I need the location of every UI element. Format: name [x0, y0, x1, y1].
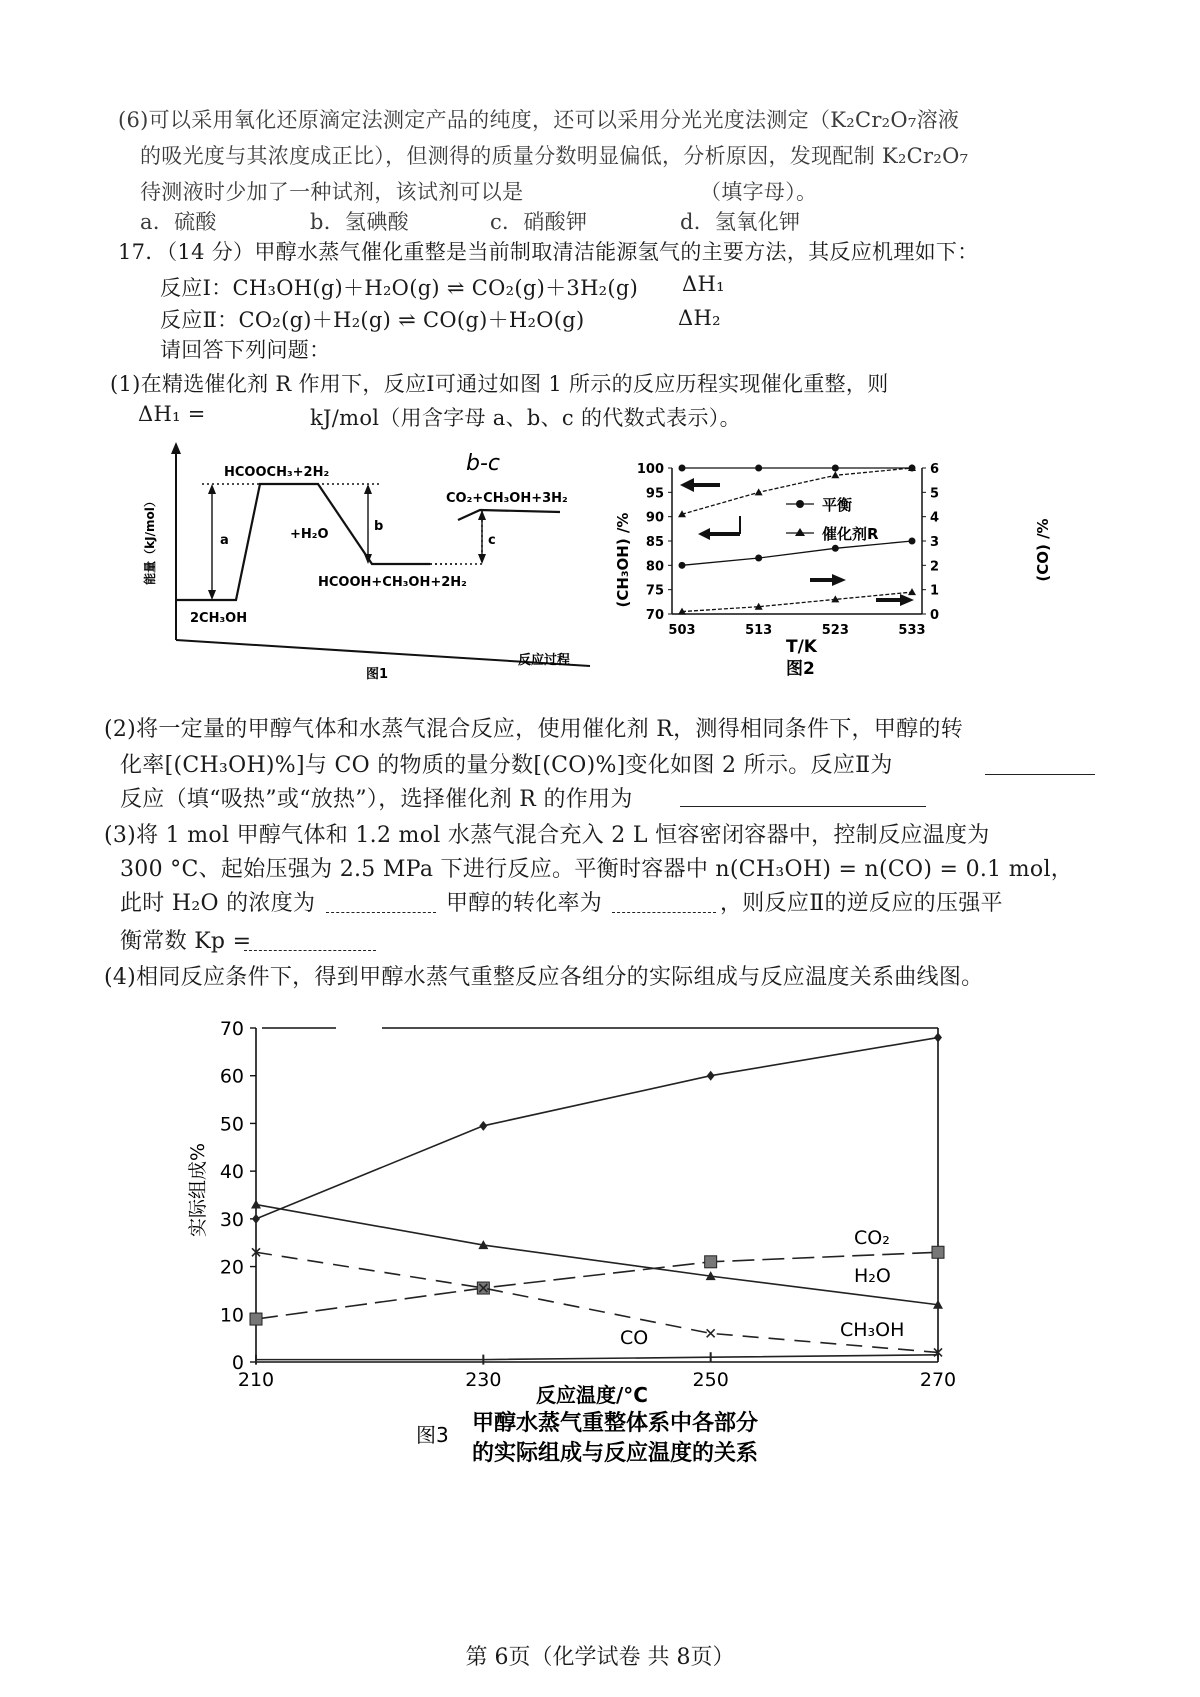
fig3-point-triangle [251, 1200, 261, 1209]
fig1-handwriting: b-c [466, 451, 500, 476]
question-1-line2: kJ/mol（用含字母 a、b、c 的代数式表示）。 [310, 406, 741, 430]
fig2-right-tick-label: 5 [930, 486, 940, 502]
fig1-state-1: HCOOCH₃+2H₂ [224, 465, 330, 480]
fig2-ylabel-left: (CH₃OH) /% [614, 512, 632, 608]
fig3-y-tick-label: 20 [219, 1256, 244, 1279]
figure-3 [160, 1010, 1020, 1480]
fig2-right-tick-label: 1 [930, 583, 940, 599]
fig2-x-tick-label: 513 [745, 623, 773, 638]
fig2-left-tick-label: 95 [645, 486, 664, 502]
question-17-title: 17．（14 分）甲醇水蒸气催化重整是当前制取清洁能源氢气的主要方法，其反应机理如下： [118, 240, 979, 264]
blank-2b[interactable] [680, 806, 926, 807]
fig3-point-square [932, 1246, 944, 1258]
blank-3c[interactable] [244, 950, 376, 951]
question-3-line2: 300 °C、起始压强为 2.5 MPa 下进行反应。平衡时容器中 n(CH₃OH) = n(CO) = 0.1 mol， [120, 857, 1074, 882]
fig1-xlabel: 反应过程 [518, 653, 571, 668]
fig3-ylabel: 实际组成% [187, 1142, 209, 1238]
fig3-series-line [256, 1252, 938, 1319]
reaction-1-dh: ΔH₁ [682, 272, 725, 296]
fig3-point-diamond [707, 1071, 715, 1081]
fig3-series-label: CO₂ [854, 1227, 890, 1249]
text-line-6-1: (6)可以采用氧化还原滴定法测定产品的纯度，还可以采用分光光度法测定（K₂Cr₂O₇溶液 [118, 108, 960, 132]
fig2-point-eq [755, 555, 762, 562]
question-3-line3c: ，则反应Ⅱ的逆反应的压强平 [720, 891, 1003, 916]
fig3-y-tick-label: 50 [219, 1113, 244, 1136]
figure-1 [140, 440, 610, 680]
blank-2a[interactable] [985, 774, 1095, 775]
fig3-series-label: H₂O [854, 1265, 891, 1287]
fig3-series-line [256, 1038, 938, 1219]
reaction-2: 反应Ⅱ：CO₂(g)＋H₂(g) ⇌ CO(g)＋H₂O(g) [160, 308, 585, 332]
fig2-series-line [682, 468, 912, 514]
fig2-x-tick-label: 503 [668, 623, 696, 638]
fig2-series-line [682, 541, 912, 565]
question-2-line2: 化率[(CH₃OH)%]与 CO 的物质的量分数[(CO)%]变化如图 2 所示。反应Ⅱ为 [120, 753, 893, 778]
fig3-point-diamond [252, 1214, 260, 1224]
fig3-series-label: CO [620, 1327, 649, 1349]
fig3-series-label: CH₃OH [840, 1319, 905, 1341]
question-3-line4: 衡常数 Kp = [120, 929, 252, 954]
option-b: b．氢碘酸 [310, 210, 409, 234]
fig2-legend-cat: 催化剂R [822, 525, 879, 543]
fig1-label-b: b [374, 519, 384, 534]
fig3-point-diamond [934, 1033, 942, 1043]
fig2-left-tick-label: 75 [645, 583, 664, 599]
fig2-x-tick-label: 523 [821, 623, 849, 638]
fig2-point-cat [831, 471, 839, 478]
option-d: d．氢氧化钾 [680, 210, 801, 234]
fig2-left-tick-label: 100 [636, 462, 664, 477]
fig3-series-line [256, 1252, 938, 1352]
fig1-state-2: +H₂O [290, 527, 329, 542]
fig3-y-tick-label: 30 [219, 1208, 244, 1231]
fig1-state-3: HCOOH+CH₃OH+2H₂ [318, 575, 467, 590]
fig3-x-tick-label: 270 [919, 1369, 957, 1391]
fig2-x-tick-label: 533 [898, 623, 926, 638]
text-line-6-3: 待测液时少加了一种试剂，该试剂可以是 [140, 180, 524, 204]
question-2-line3: 反应（填“吸热”或“放热”），选择催化剂 R 的作用为 [120, 787, 633, 812]
fig3-y-tick-label: 0 [231, 1352, 244, 1374]
fig3-point-square [250, 1313, 262, 1325]
page-footer: 第 6页（化学试卷 共 8页） [465, 1645, 735, 1670]
question-1-dh: ΔH₁ = [138, 402, 206, 426]
fig3-x-tick-label: 250 [692, 1369, 729, 1391]
fig3-series-line [256, 1205, 938, 1305]
question-2-line1: (2)将一定量的甲醇气体和水蒸气混合反应，使用催化剂 R，测得相同条件下，甲醇的转 [104, 717, 964, 742]
fig2-right-tick-label: 3 [930, 535, 940, 550]
fig3-x-tick-label: 210 [237, 1369, 275, 1391]
fig2-legend [786, 496, 879, 543]
fig2-right-tick-label: 2 [930, 559, 940, 575]
fig2-point-eq [909, 538, 916, 545]
fig2-point-eq [679, 562, 686, 569]
fig3-point-diamond [479, 1121, 487, 1131]
question-3-line3: 此时 H₂O 的浓度为 [120, 891, 316, 916]
fig2-left-tick-label: 70 [645, 608, 664, 623]
question-4: (4)相同反应条件下，得到甲醇水蒸气重整反应各组分的实际组成与反应温度关系曲线图。 [104, 965, 984, 990]
fig2-point-eq [832, 545, 839, 552]
fig2-xlabel: T/K [786, 637, 817, 657]
fig3-point-square [705, 1256, 717, 1268]
text-line-6-2: 的吸光度与其浓度成正比），但测得的质量分数明显偏低，分析原因，发现配制 K₂Cr₂O₇ [140, 144, 969, 168]
fig2-legend-eq: 平衡 [822, 496, 853, 514]
fig1-caption: 图1 [366, 667, 389, 680]
fig2-left-tick-label: 80 [645, 559, 664, 575]
option-a: a．硫酸 [140, 210, 217, 234]
fig2-point-eq [755, 465, 762, 472]
fig1-ylabel: 能量（kJ/mol） [143, 495, 157, 585]
fig3-caption: 图3 [416, 1423, 449, 1447]
question-3-line1: (3)将 1 mol 甲醇气体和 1.2 mol 水蒸气混合充入 2 L 恒容密闭容器中，控制反应温度为 [104, 823, 990, 848]
fig3-xlabel: 反应温度/°C [536, 1383, 648, 1407]
fig3-title-line2: 的实际组成与反应温度的关系 [472, 1441, 759, 1466]
fig2-right-tick-label: 6 [930, 462, 940, 477]
question-1-line1: (1)在精选催化剂 R 作用下，反应Ⅰ可通过如图 1 所示的反应历程实现催化重整，则 [110, 372, 889, 396]
figure-2 [610, 440, 1060, 685]
fig2-point-eq [832, 465, 839, 472]
fig2-point-cat [908, 588, 916, 595]
fig2-left-tick-label: 90 [645, 510, 664, 526]
fig3-y-tick-label: 60 [219, 1065, 244, 1088]
fig2-ylabel-right: (CO) /% [1034, 518, 1052, 582]
fig2-point-cat [755, 488, 763, 495]
fig2-right-tick-label: 4 [930, 510, 940, 526]
fig1-label-a: a [220, 533, 229, 548]
question-3-line3b: 甲醇的转化率为 [446, 891, 603, 916]
fig3-x-tick-label: 230 [465, 1369, 502, 1391]
blank-3a[interactable] [326, 912, 436, 913]
blank-3b[interactable] [612, 912, 716, 913]
fig3-title-line1: 甲醇水蒸气重整体系中各部分 [472, 1411, 759, 1436]
fig3-y-tick-label: 10 [219, 1304, 244, 1327]
reaction-2-dh: ΔH₂ [678, 306, 721, 330]
fig1-state-4: CO₂+CH₃OH+3H₂ [446, 491, 568, 506]
fig2-right-tick-label: 0 [930, 608, 940, 623]
fig2-point-eq [679, 465, 686, 472]
text-line-6-3b: （填字母）。 [700, 180, 818, 204]
fig1-label-c: c [488, 533, 496, 548]
option-c: c．硝酸钾 [490, 210, 588, 234]
fig2-left-tick-label: 85 [645, 535, 664, 550]
reaction-1: 反应Ⅰ：CH₃OH(g)＋H₂O(g) ⇌ CO₂(g)＋3H₂(g) [160, 276, 639, 300]
fig3-series-line [256, 1355, 938, 1360]
fig3-y-tick-label: 40 [219, 1161, 244, 1184]
fig3-y-tick-label: 70 [219, 1018, 244, 1040]
fig1-state-0: 2CH₃OH [190, 611, 248, 626]
please-answer: 请回答下列问题： [160, 338, 331, 362]
fig2-caption: 图2 [786, 659, 815, 679]
fig2-arrows [680, 478, 914, 606]
